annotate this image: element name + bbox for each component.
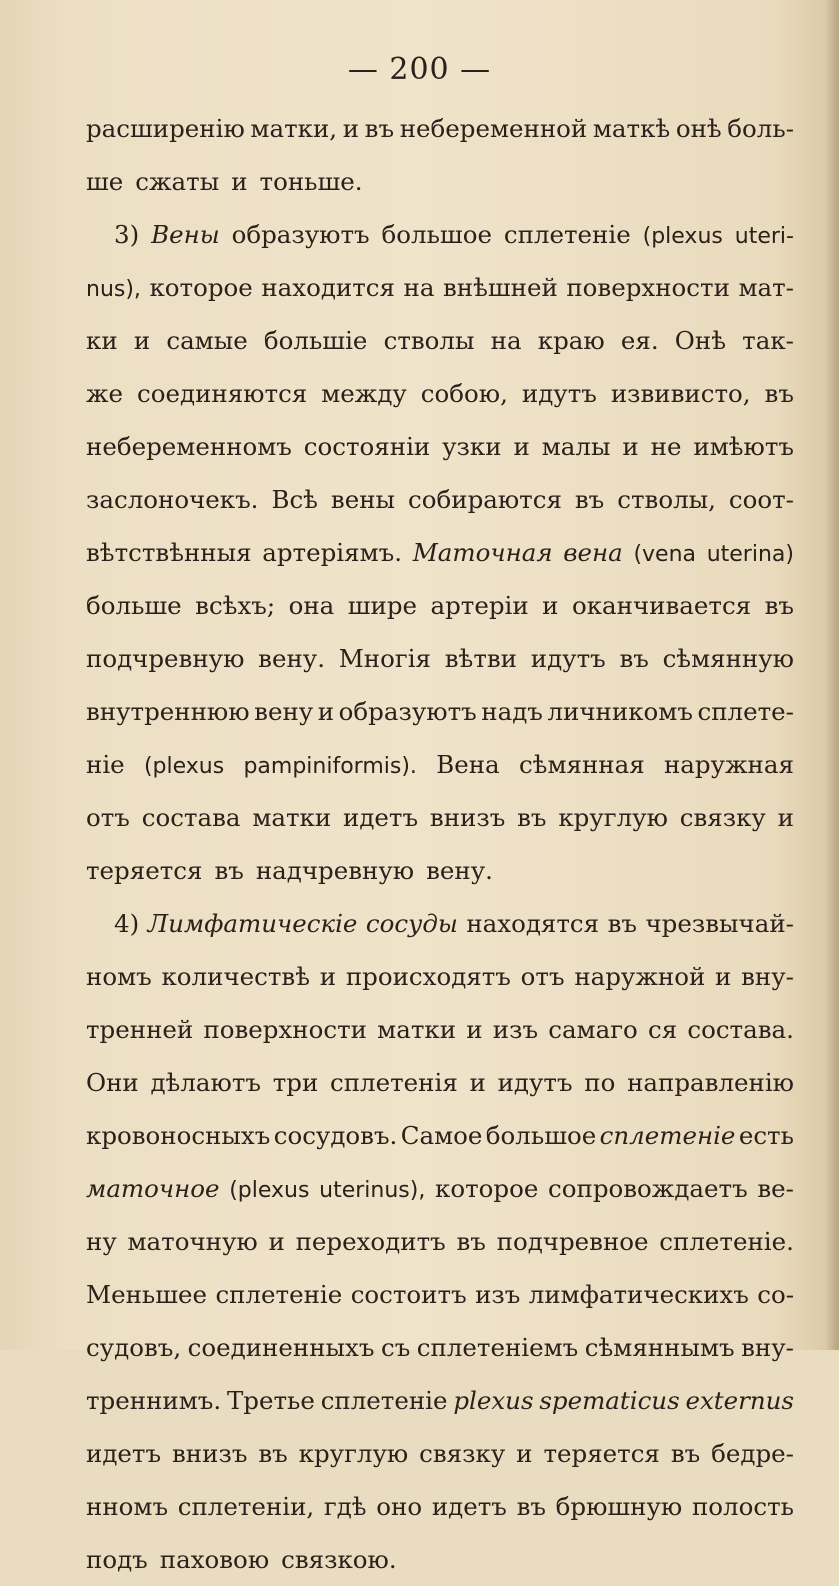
word: и xyxy=(319,962,337,991)
word: Маточная xyxy=(412,538,553,567)
word: и xyxy=(516,1439,533,1468)
text-line xyxy=(86,102,794,155)
word: въ xyxy=(517,803,547,832)
word: вену xyxy=(254,697,314,726)
word: сосудовъ. xyxy=(273,1121,398,1150)
word: нномъ xyxy=(86,1492,169,1521)
text-line xyxy=(86,685,794,738)
word: Онѣ xyxy=(674,326,726,355)
word: Вена xyxy=(436,750,500,779)
word: боль- xyxy=(727,114,794,143)
word: собою, xyxy=(420,379,508,408)
word: (plexus xyxy=(229,1178,310,1203)
text-line xyxy=(86,1427,794,1480)
word: маточную xyxy=(127,1227,258,1256)
word: соединяются xyxy=(137,379,308,408)
word: небеременномъ xyxy=(86,432,292,461)
word: вены xyxy=(330,485,396,514)
word: сплетенія xyxy=(330,1068,458,1097)
word: сплетеніемъ xyxy=(416,1333,579,1362)
word: сѣмянную xyxy=(662,644,794,673)
word: маточное xyxy=(86,1174,220,1203)
word: вну- xyxy=(741,962,794,991)
word: не xyxy=(650,432,682,461)
text-line xyxy=(86,791,794,844)
word: артеріямъ. xyxy=(262,538,403,567)
word: надчревную xyxy=(255,856,415,885)
word: краю xyxy=(537,326,605,355)
word: идетъ xyxy=(431,1492,507,1521)
word: артеріи xyxy=(430,591,529,620)
text-line xyxy=(86,314,794,367)
word: онѣ xyxy=(675,114,722,143)
word: и xyxy=(317,697,335,726)
word: uterinus), xyxy=(319,1178,426,1203)
word: кровоносныхъ xyxy=(86,1121,271,1150)
word: тренней xyxy=(86,1015,194,1044)
word: ки xyxy=(86,326,118,355)
word: и xyxy=(542,591,559,620)
word: теряется xyxy=(543,1439,660,1468)
word: дѣлаютъ xyxy=(150,1068,261,1097)
word: со- xyxy=(757,1280,794,1309)
word: имѣютъ xyxy=(693,432,794,461)
text-line xyxy=(86,473,794,526)
text-line xyxy=(86,367,794,420)
word: которое xyxy=(149,273,253,302)
word: находится xyxy=(261,273,395,302)
word: Многія xyxy=(338,644,432,673)
text-line xyxy=(86,1321,794,1374)
word: сплетеніе xyxy=(215,1280,343,1309)
word: въ xyxy=(364,114,395,143)
text-line xyxy=(86,1215,794,1268)
word: три xyxy=(272,1068,319,1097)
word: сплетеніе xyxy=(503,220,631,249)
text-line xyxy=(86,579,794,632)
word: ея. xyxy=(620,326,659,355)
word: uterina) xyxy=(706,542,794,567)
word: состоитъ xyxy=(350,1280,467,1309)
page-number: — 200 — xyxy=(347,52,492,87)
word: судовъ, xyxy=(86,1333,182,1362)
word: направленію xyxy=(627,1068,794,1097)
word: находятся xyxy=(466,909,600,938)
word: сплетеніи, xyxy=(177,1492,315,1521)
word: вну- xyxy=(741,1333,794,1362)
word: теряется xyxy=(86,856,203,885)
word: внутреннюю xyxy=(86,697,250,726)
text-line xyxy=(86,1109,794,1162)
word: ну xyxy=(86,1227,117,1256)
word: переходитъ xyxy=(295,1227,446,1256)
word: въ xyxy=(607,909,637,938)
word: паховою xyxy=(159,1545,270,1574)
text-line xyxy=(86,1374,794,1427)
text-line xyxy=(86,1480,794,1533)
word: так- xyxy=(742,326,794,355)
text-line xyxy=(86,1162,794,1215)
word: происходятъ xyxy=(345,962,511,991)
word: pampiniformis). xyxy=(243,754,417,779)
word: соот- xyxy=(728,485,794,514)
word: треннимъ. xyxy=(86,1386,222,1415)
word: въ xyxy=(670,1439,701,1468)
word: номъ xyxy=(86,962,152,991)
word: стволы xyxy=(383,326,475,355)
word: въ xyxy=(574,485,605,514)
word: внизъ xyxy=(172,1439,248,1468)
word: гдѣ xyxy=(323,1492,367,1521)
text-line xyxy=(86,155,794,208)
word: ся xyxy=(647,1015,678,1044)
text-line xyxy=(86,420,794,473)
word: и xyxy=(469,1068,486,1097)
word: мат- xyxy=(738,273,794,302)
word: круглую xyxy=(298,1439,409,1468)
text-line xyxy=(86,1533,794,1586)
word: (vena xyxy=(633,542,697,567)
word: образуютъ xyxy=(338,697,477,726)
word: (plexus xyxy=(143,754,225,779)
word: вѣтви xyxy=(444,644,517,673)
word: внѣшней xyxy=(442,273,558,302)
word: состояніи xyxy=(303,432,431,461)
word: Самое xyxy=(400,1121,483,1150)
word: изъ xyxy=(475,1280,521,1309)
word: и xyxy=(513,432,530,461)
text-line xyxy=(86,844,794,897)
body-text xyxy=(86,102,794,1586)
word: матки xyxy=(252,803,332,832)
word: и xyxy=(133,326,151,355)
word: въ xyxy=(516,1492,546,1521)
word: узки xyxy=(442,432,502,461)
word: наружной xyxy=(574,962,706,991)
word: оканчивается xyxy=(571,591,752,620)
word: Третье xyxy=(226,1386,315,1415)
word: идутъ xyxy=(530,644,606,673)
word: связку xyxy=(419,1439,506,1468)
word: шире xyxy=(347,591,418,620)
word: вена xyxy=(563,538,623,567)
text-line xyxy=(86,526,794,579)
word: въ xyxy=(764,591,794,620)
word: сѣмяннымъ xyxy=(584,1333,735,1362)
word: идутъ xyxy=(497,1068,573,1097)
word: подчревную xyxy=(86,644,245,673)
word: матки xyxy=(377,1015,457,1044)
word: ніе xyxy=(86,750,125,779)
word: ве- xyxy=(757,1174,794,1203)
word: извивисто, xyxy=(610,379,751,408)
word: сплетеніе xyxy=(320,1386,448,1415)
text-line xyxy=(86,1056,794,1109)
word: 4) xyxy=(114,909,140,938)
word: по xyxy=(584,1068,616,1097)
word: сѣмянная xyxy=(518,750,645,779)
word: сплете- xyxy=(697,697,794,726)
word: круглую xyxy=(558,803,668,832)
word: наружная xyxy=(663,750,794,779)
word: состава xyxy=(141,803,241,832)
word: въ xyxy=(258,1439,288,1468)
text-line xyxy=(86,632,794,685)
word: Меньшее xyxy=(86,1280,208,1309)
text-line xyxy=(86,738,794,791)
word: въ xyxy=(456,1227,486,1256)
word: и xyxy=(268,1227,285,1256)
word: и xyxy=(777,803,794,832)
word: между xyxy=(321,379,407,408)
word: въ xyxy=(214,856,244,885)
word: матки, xyxy=(250,114,338,143)
word: сопровождаетъ xyxy=(548,1174,748,1203)
word: внизъ xyxy=(429,803,506,832)
word: тоньше. xyxy=(259,167,363,196)
word: nus), xyxy=(86,277,141,302)
word: Всѣ xyxy=(271,485,318,514)
word: расширенію xyxy=(86,114,245,143)
text-line xyxy=(86,950,794,1003)
word: надъ xyxy=(481,697,543,726)
word: вену. xyxy=(426,856,493,885)
word: подчревное xyxy=(496,1227,649,1256)
word: Они xyxy=(86,1068,139,1097)
word: сжаты xyxy=(135,167,220,196)
word: полость xyxy=(691,1492,794,1521)
word: spematicus xyxy=(539,1386,680,1415)
word: состава. xyxy=(687,1015,794,1044)
word: большіе xyxy=(263,326,368,355)
word: идутъ xyxy=(521,379,597,408)
word: большое xyxy=(381,220,492,249)
text-line xyxy=(86,897,794,950)
word: личникомъ xyxy=(547,697,693,726)
word: plexus xyxy=(453,1386,534,1415)
word: Лимфатическіе xyxy=(147,909,358,938)
text-line xyxy=(86,1268,794,1321)
page-spine-shadow xyxy=(825,0,839,1350)
text-line xyxy=(86,1003,794,1056)
word: всѣхъ; xyxy=(195,591,276,620)
word: uteri- xyxy=(734,224,794,249)
word: и xyxy=(342,114,360,143)
word: и xyxy=(231,167,248,196)
word: большое xyxy=(485,1121,597,1150)
word: въ xyxy=(764,379,794,408)
word: брюшную xyxy=(555,1492,683,1521)
word: отъ xyxy=(86,803,130,832)
word: подъ xyxy=(86,1545,148,1574)
word: стволы, xyxy=(617,485,716,514)
word: количествѣ xyxy=(161,962,310,991)
word: отъ xyxy=(520,962,565,991)
word: поверхности xyxy=(566,273,730,302)
word: сплетеніе xyxy=(599,1121,736,1150)
word: заслоночекъ. xyxy=(86,485,259,514)
word: идетъ xyxy=(343,803,419,832)
text-line xyxy=(86,208,794,261)
word: связкою. xyxy=(281,1545,397,1574)
word: маткѣ xyxy=(592,114,671,143)
word: связку xyxy=(679,803,766,832)
word: же xyxy=(86,379,124,408)
word: малы xyxy=(541,432,611,461)
word: идетъ xyxy=(86,1439,162,1468)
word: въ xyxy=(619,644,649,673)
word: сплетеніе. xyxy=(659,1227,794,1256)
word: чрезвычай- xyxy=(645,909,794,938)
word: небеременной xyxy=(399,114,588,143)
word: на xyxy=(490,326,522,355)
word: ше xyxy=(86,167,124,196)
word: самые xyxy=(166,326,248,355)
word: и xyxy=(622,432,639,461)
word: сосуды xyxy=(365,909,458,938)
word: (plexus xyxy=(642,224,723,249)
word: на xyxy=(403,273,435,302)
word: externus xyxy=(685,1386,794,1415)
word: есть xyxy=(738,1121,794,1150)
word: собираются xyxy=(408,485,562,514)
word: вѣтствѣнныя xyxy=(86,538,252,567)
word: и xyxy=(715,962,732,991)
word: 3) xyxy=(114,220,140,249)
word: оно xyxy=(376,1492,423,1521)
word: съ xyxy=(380,1333,411,1362)
word: самаго xyxy=(548,1015,638,1044)
text-line xyxy=(86,261,794,314)
word: Вены xyxy=(151,220,220,249)
word: образуютъ xyxy=(231,220,370,249)
word: она xyxy=(288,591,335,620)
word: больше xyxy=(86,591,182,620)
word: вену. xyxy=(258,644,325,673)
word: и xyxy=(466,1015,483,1044)
word: бедре- xyxy=(711,1439,794,1468)
word: поверхности xyxy=(203,1015,367,1044)
word: лимфатическихъ xyxy=(528,1280,749,1309)
word: изъ xyxy=(492,1015,539,1044)
word: соединенныхъ xyxy=(187,1333,375,1362)
word: которое xyxy=(435,1174,539,1203)
